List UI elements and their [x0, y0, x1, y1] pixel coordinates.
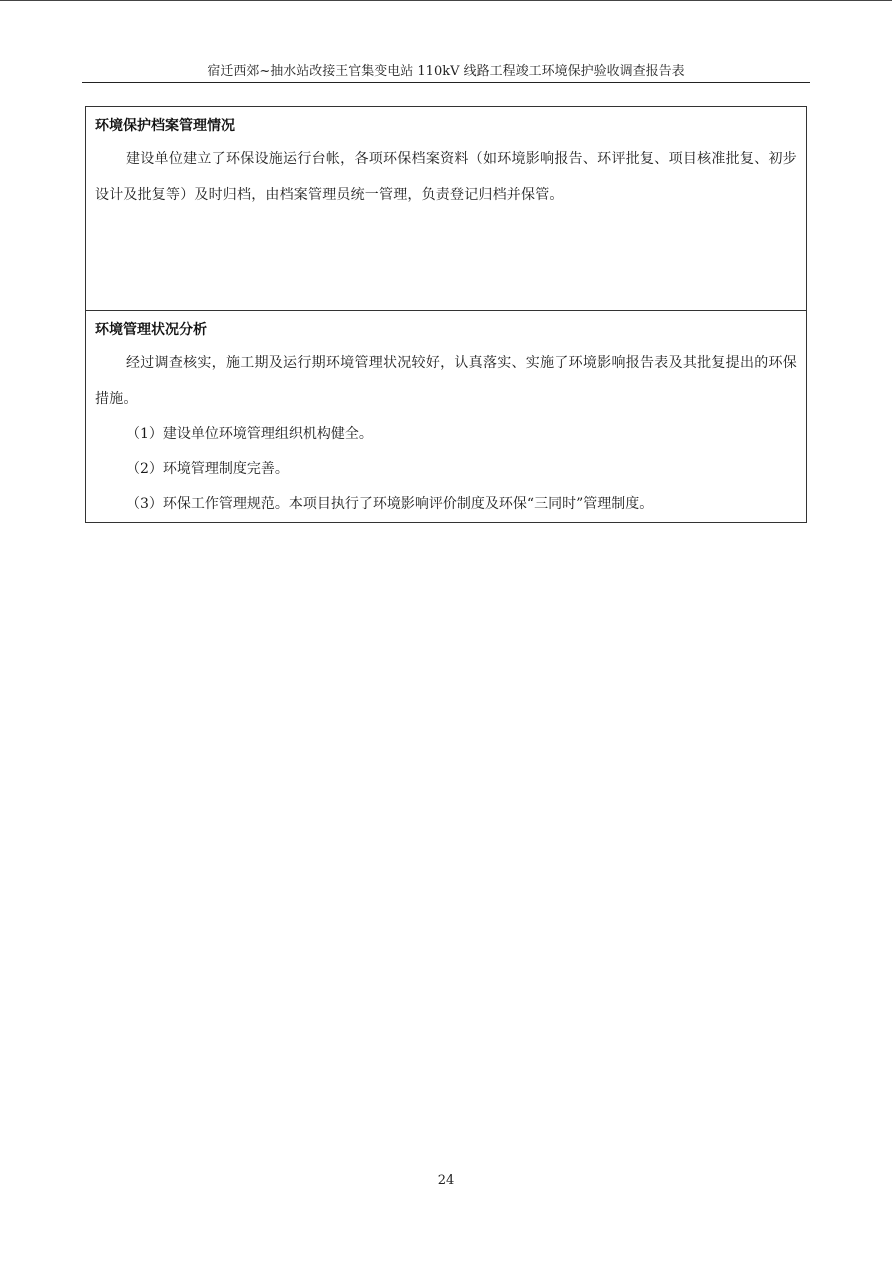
page-header-title: 宿迁西郊~抽水站改接王官集变电站 110kV 线路工程竣工环境保护验收调查报告表	[207, 64, 685, 79]
analysis-item-1: （1）建设单位环境管理组织机构健全。	[126, 426, 373, 442]
management-analysis-paragraph: 经过调查核实，施工期及运行期环境管理状况较好，认真落实、实施了环境影响报告表及其批复提出的环保措施。	[95, 355, 797, 407]
page-top-rule	[0, 0, 892, 1]
archive-management-paragraph: 建设单位建立了环保设施运行台帐，各项环保档案资料（如环境影响报告、环评批复、项目核准批复、初步设计及批复等）及时归档，由档案管理员统一管理，负责登记归档并保管。	[95, 151, 797, 203]
page-number: 24	[437, 1173, 455, 1188]
management-analysis-title: 环境管理状况分析	[95, 322, 207, 338]
analysis-item-2: （2）环境管理制度完善。	[126, 461, 289, 477]
archive-management-section	[86, 107, 806, 310]
management-analysis-section	[86, 310, 806, 522]
header-rule	[82, 82, 810, 83]
report-table	[85, 106, 807, 523]
analysis-item-3: （3）环保工作管理规范。本项目执行了环境影响评价制度及环保“三同时”管理制度。	[126, 496, 654, 512]
archive-management-title: 环境保护档案管理情况	[95, 118, 235, 134]
